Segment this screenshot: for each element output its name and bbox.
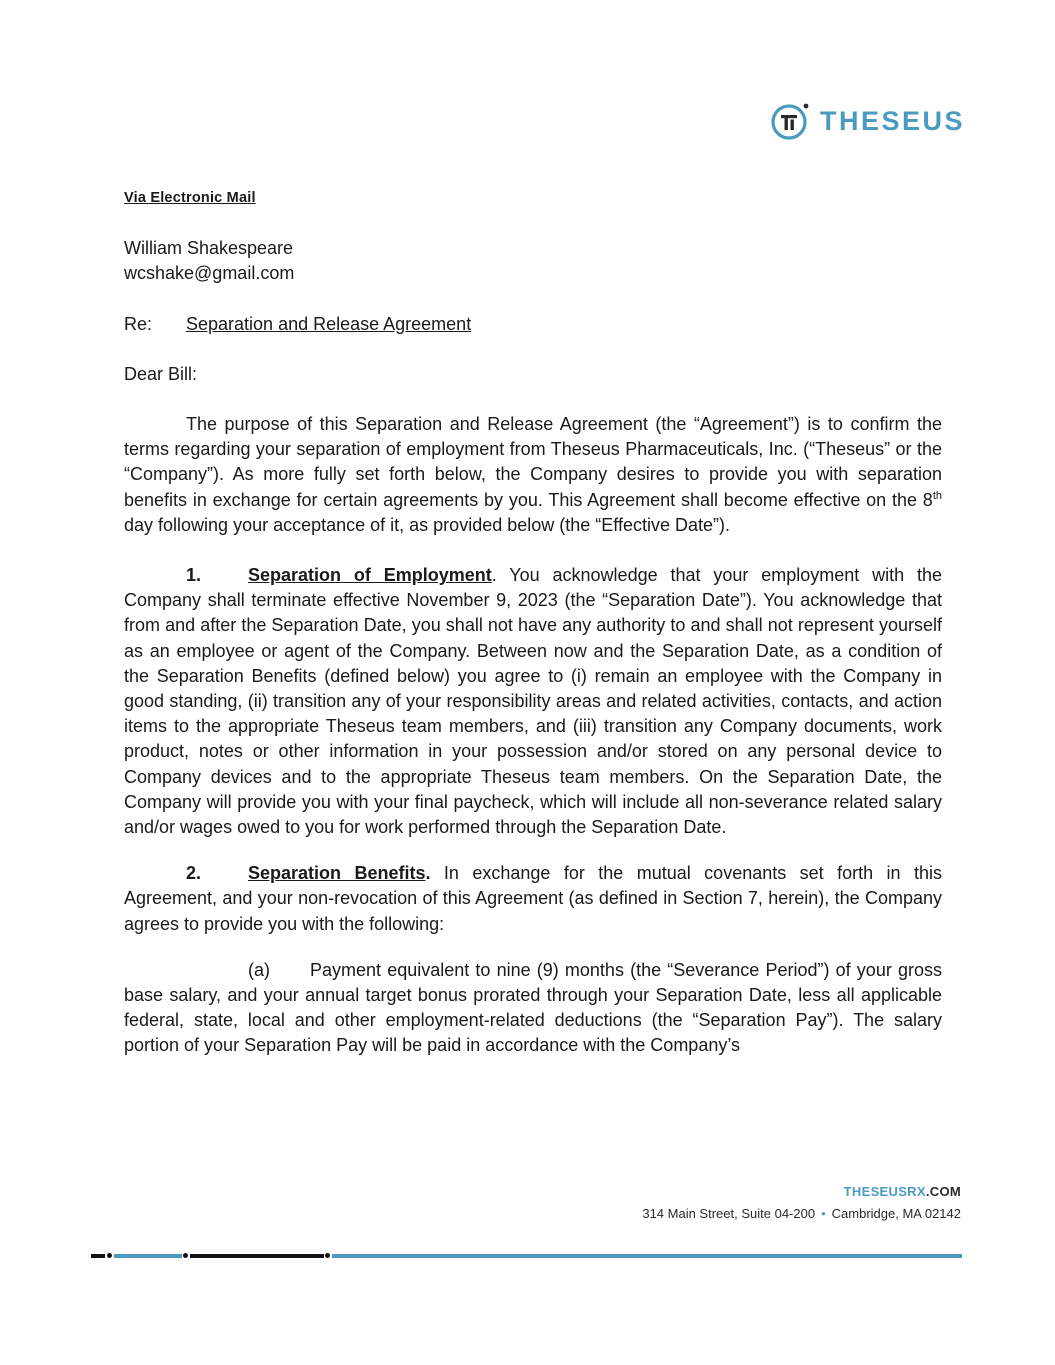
footer-address: 314 Main Street, Suite 04-200 • Cambridge, MA 02142 [642,1206,961,1221]
subsection-label: (a) [248,959,270,980]
letter-body [124,186,942,1059]
intro-paragraph: The purpose of this Separation and Release Agreement (the “Agreement”) is to confirm the terms regarding your separation of employment from Theseus Pharmaceuticals, Inc. (“Theseus” or the “Company”). As more fully set forth below, the Company desires to provide you with separation benefits in exchange for certain agreements by you. This Agreement shall become effective on the 8th day following your acceptance of it, as provided below (the “Effective Date”). [124,414,942,535]
re-subject: Separation and Release Agreement [186,313,472,334]
recipient-name: William Shakespeare [124,238,294,259]
re-label: Re: [124,313,153,334]
section-body: You acknowledge that your employment with the Company shall terminate effective November 9, 2023 (the “Separation Date”). You acknowledge that from and after the Separation Date, you shall not have any authority to and shall not represent yourself as an employee or agent of the Company. Between now and the Separation Date, as a condition of the Separation Benefits (defined below) you agree to (i) remain an employee with the Company in good standing, (ii) transition any of your responsibility areas and related activities, contacts, and action items to the appropriate Theseus team members, and (iii) transition any Company documents, work product, notes or other information in your possession and/or stored on any personal device to Company devices and to the appropriate Theseus team members. On the Separation Date, the Company will provide you with your final paycheck, which will include all non-severance related salary and/or wages owed to you for work performed through the Separation Date. [124,565,942,838]
subject-line [124,312,942,337]
subsection-a [124,958,942,1059]
recipient-email: wcshake@gmail.com [124,263,295,284]
section-separation-benefits: 2. Separation Benefits. In exchange for the mutual covenants set forth in this Agreement, and your non-revocation of this Agreement (as defined in Section 7, herein), the Company agrees to provide you with the following: [124,863,942,934]
subsection-body: Payment equivalent to nine (9) months (the “Severance Period”) of your gross base salary, and your annual target bonus prorated through your Separation Date, less all applicable federal, state, local and other employment-related deductions (the “Separation Pay”). The salary portion of your Separation Pay will be paid in accordance with the Company’s [124,959,942,1056]
company-logo [770,100,965,142]
delivery-method: Via Electronic Mail [124,190,256,206]
section-heading: Separation of Employment [248,565,492,586]
section-separation-of-employment: 1. Separation of Employment. You acknowledge that your employment with the Company shall terminate effective November 9, 2023 (the “Separation Date”). You acknowledge that from and after the Separation Date, you shall not have any authority to and shall not represent yourself as an employee or agent of the Company. Between now and the Separation Date, as a condition of the Separation Benefits (defined below) you agree to (i) remain an employee with the Company in good standing, (ii) transition any of your responsibility areas and related activities, contacts, and action items to the appropriate Theseus team members, and (iii) transition any Company documents, work product, notes or other information in your possession and/or stored on any personal device to Company devices and to the appropriate Theseus team members. On the Separation Date, the Company will provide you with your final paycheck, which will include all non-severance related salary and/or wages owed to you for work performed through the Separation Date. [124,565,942,838]
theseus-logo-icon [770,100,812,142]
section-number: 2. [186,863,202,884]
logo-wordmark: THESEUS [820,105,966,136]
section-number: 1. [186,565,202,586]
salutation: Dear Bill: [124,363,198,384]
section-body: In exchange for the mutual covenants set forth in this Agreement, and your non-revocation of this Agreement (as defined in Section 7, herein), the Company agrees to provide you with the following: [124,863,942,934]
footer-website: THESEUSRX.COM [843,1184,961,1199]
section-heading: Separation Benefits [248,863,426,884]
